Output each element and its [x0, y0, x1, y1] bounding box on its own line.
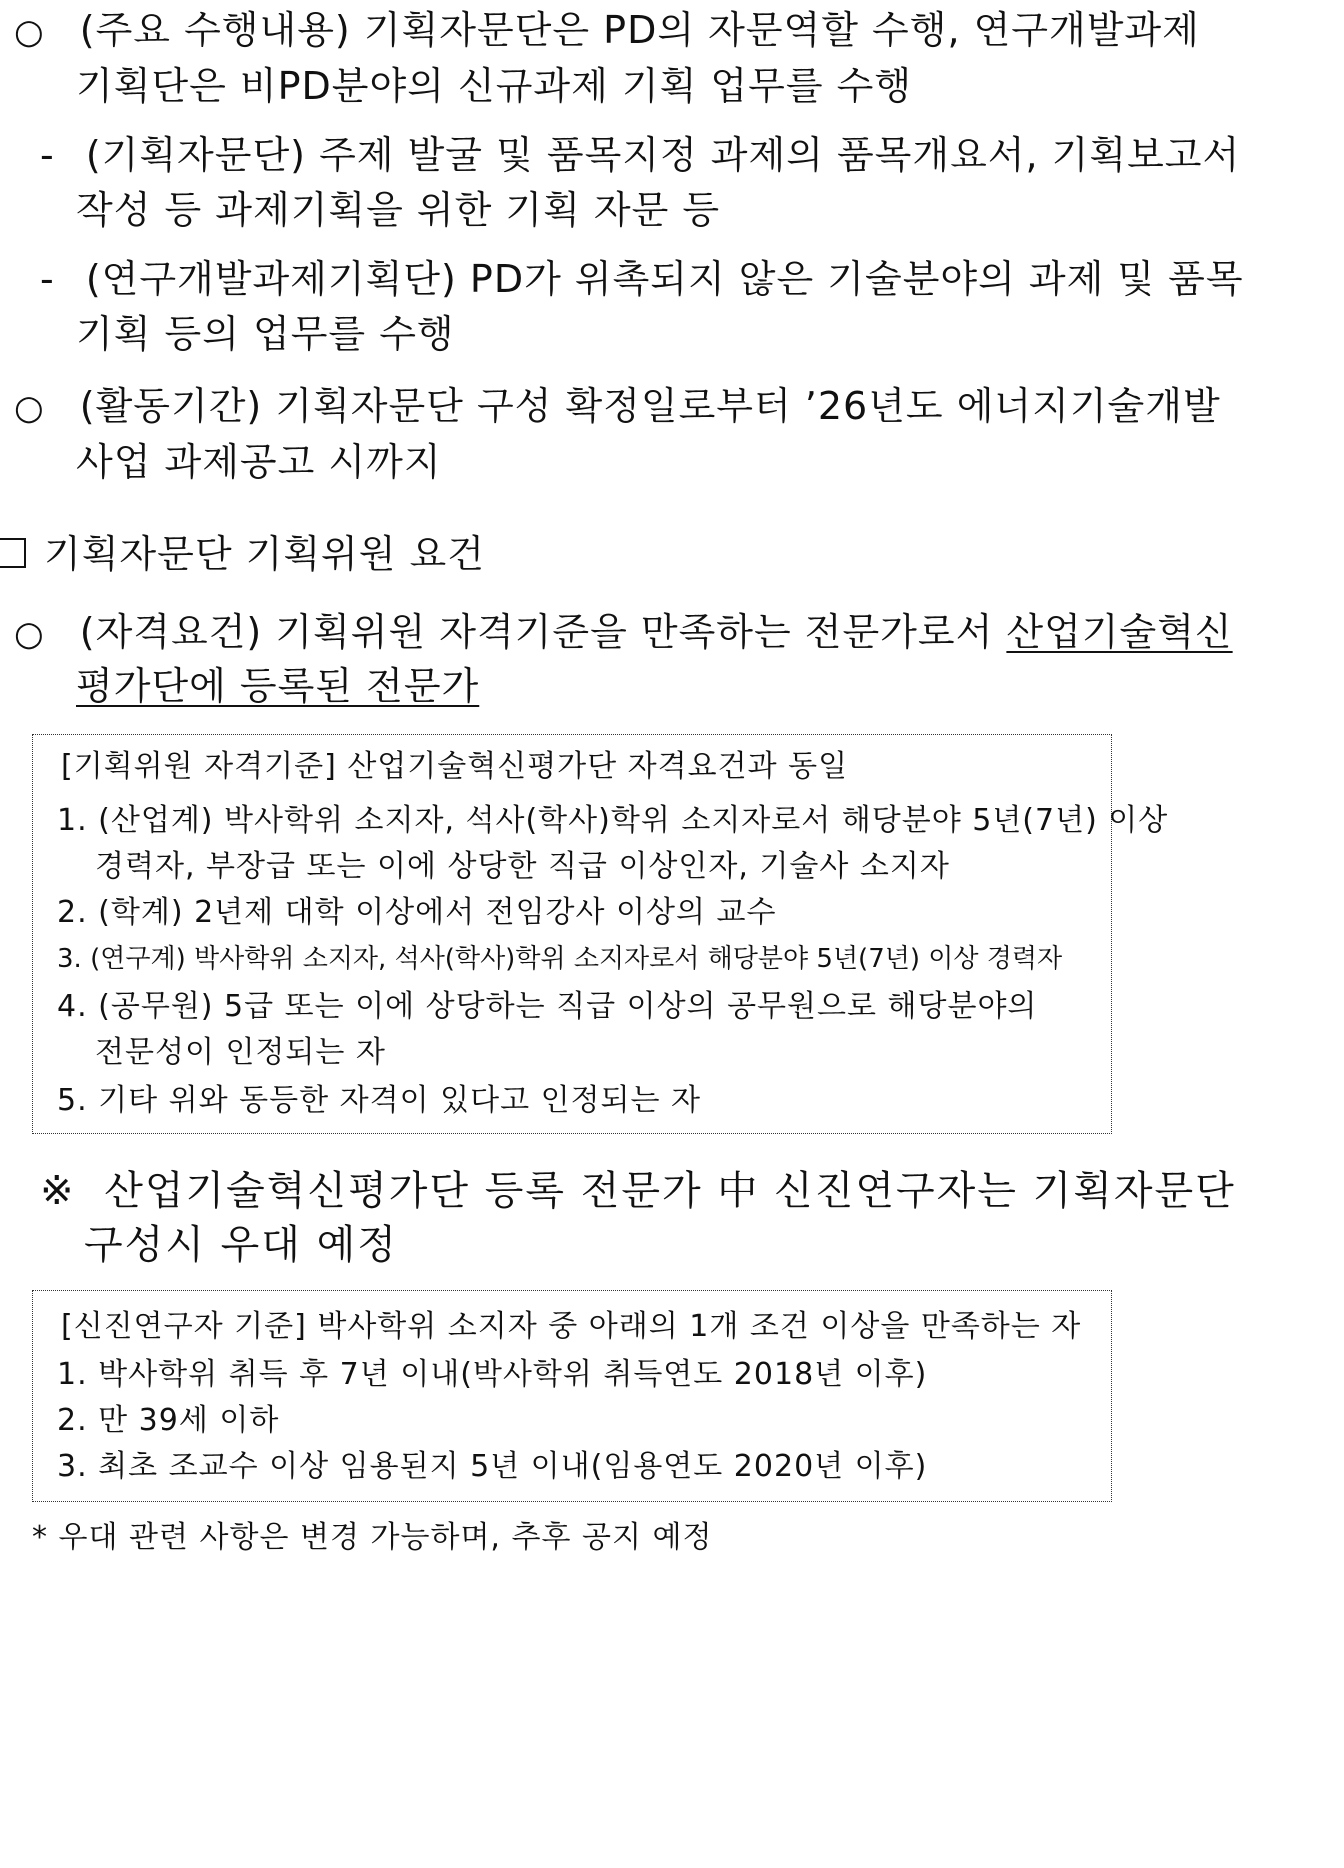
criteria-line-3: 3. (연구계) 박사학위 소지자, 석사(학사)학위 소지자로서 해당분야 5년(7년) 이상 경력자 [57, 944, 1063, 974]
period-item-line1 [14, 380, 1221, 434]
criteria-title: [기획위원 자격기준] 산업기술혁신평가단 자격요건과 동일 [61, 749, 849, 784]
note-line1 [40, 1162, 1236, 1220]
square-bullet-icon [0, 538, 26, 568]
dash-marker: - [40, 133, 55, 177]
sub-item-1-line1 [40, 129, 1240, 181]
sub-item-1-line2: 작성 등 과제기획을 위한 기획 자문 등 [76, 188, 721, 232]
criteria-line-1b: 경력자, 부장급 또는 이에 상당한 직급 이상인자, 기술사 소지자 [95, 849, 950, 884]
qualification-underlined-1: 산업기술혁신 [1006, 610, 1233, 654]
qualification-line1 [14, 606, 1233, 660]
sub-item-2-line1 [40, 253, 1244, 305]
young-line-2: 2. 만 39세 이하 [57, 1403, 280, 1438]
section-heading [0, 528, 485, 580]
circle-marker: ○ [14, 388, 45, 428]
main-item-line1 [14, 4, 1200, 58]
criteria-line-2: 2. (학계) 2년제 대학 이상에서 전임강사 이상의 교수 [57, 895, 777, 930]
criteria-line-1: 1. (산업계) 박사학위 소지자, 석사(학사)학위 소지자로서 해당분야 5년(7년) 이상 [57, 803, 1169, 838]
period-item-text1: (활동기간) 기획자문단 구성 확정일로부터 ’26년도 에너지기술개발 [79, 384, 1221, 428]
note-text1: 산업기술혁신평가단 등록 전문가 中 신진연구자는 기획자문단 [104, 1168, 1236, 1214]
footnote: * 우대 관련 사항은 변경 가능하며, 추후 공지 예정 [32, 1520, 713, 1555]
circle-marker: ○ [14, 12, 45, 52]
sub-item-2-text1: (연구개발과제기획단) PD가 위촉되지 않은 기술분야의 과제 및 품목 [85, 257, 1244, 301]
section-heading-text: 기획자문단 기획위원 요건 [44, 532, 485, 576]
period-item-line2: 사업 과제공고 시까지 [76, 440, 442, 484]
qualification-text1: (자격요건) 기획위원 자격기준을 만족하는 전문가로서 [79, 610, 1007, 654]
young-title: [신진연구자 기준] 박사학위 소지자 중 아래의 1개 조건 이상을 만족하는 자 [61, 1309, 1082, 1344]
dash-marker: - [40, 257, 55, 301]
sub-item-1-text1: (기획자문단) 주제 발굴 및 품목지정 과제의 품목개요서, 기획보고서 [85, 133, 1241, 177]
reference-mark: ※ [40, 1168, 76, 1214]
young-line-3: 3. 최초 조교수 이상 임용된지 5년 이내(임용연도 2020년 이후) [57, 1449, 928, 1484]
qualification-line2 [76, 660, 479, 712]
sub-item-2-line2: 기획 등의 업무를 수행 [76, 312, 455, 356]
criteria-line-5: 5. 기타 위와 동등한 자격이 있다고 인정되는 자 [57, 1083, 702, 1118]
circle-marker: ○ [14, 614, 45, 654]
young-line-1: 1. 박사학위 취득 후 7년 이내(박사학위 취득연도 2018년 이후) [57, 1357, 928, 1392]
main-item-line2: 기획단은 비PD분야의 신규과제 기획 업무를 수행 [76, 64, 913, 108]
note-line2: 구성시 우대 예정 [84, 1222, 398, 1268]
qualification-underlined-2: 평가단에 등록된 전문가 [76, 664, 480, 708]
criteria-line-4: 4. (공무원) 5급 또는 이에 상당하는 직급 이상의 공무원으로 해당분야의 [57, 989, 1038, 1024]
young-researcher-box [32, 1290, 1112, 1502]
criteria-box [32, 734, 1169, 1134]
criteria-line-4b: 전문성이 인정되는 자 [95, 1035, 386, 1070]
main-item-text1: (주요 수행내용) 기획자문단은 PD의 자문역할 수행, 연구개발과제 [79, 8, 1200, 52]
